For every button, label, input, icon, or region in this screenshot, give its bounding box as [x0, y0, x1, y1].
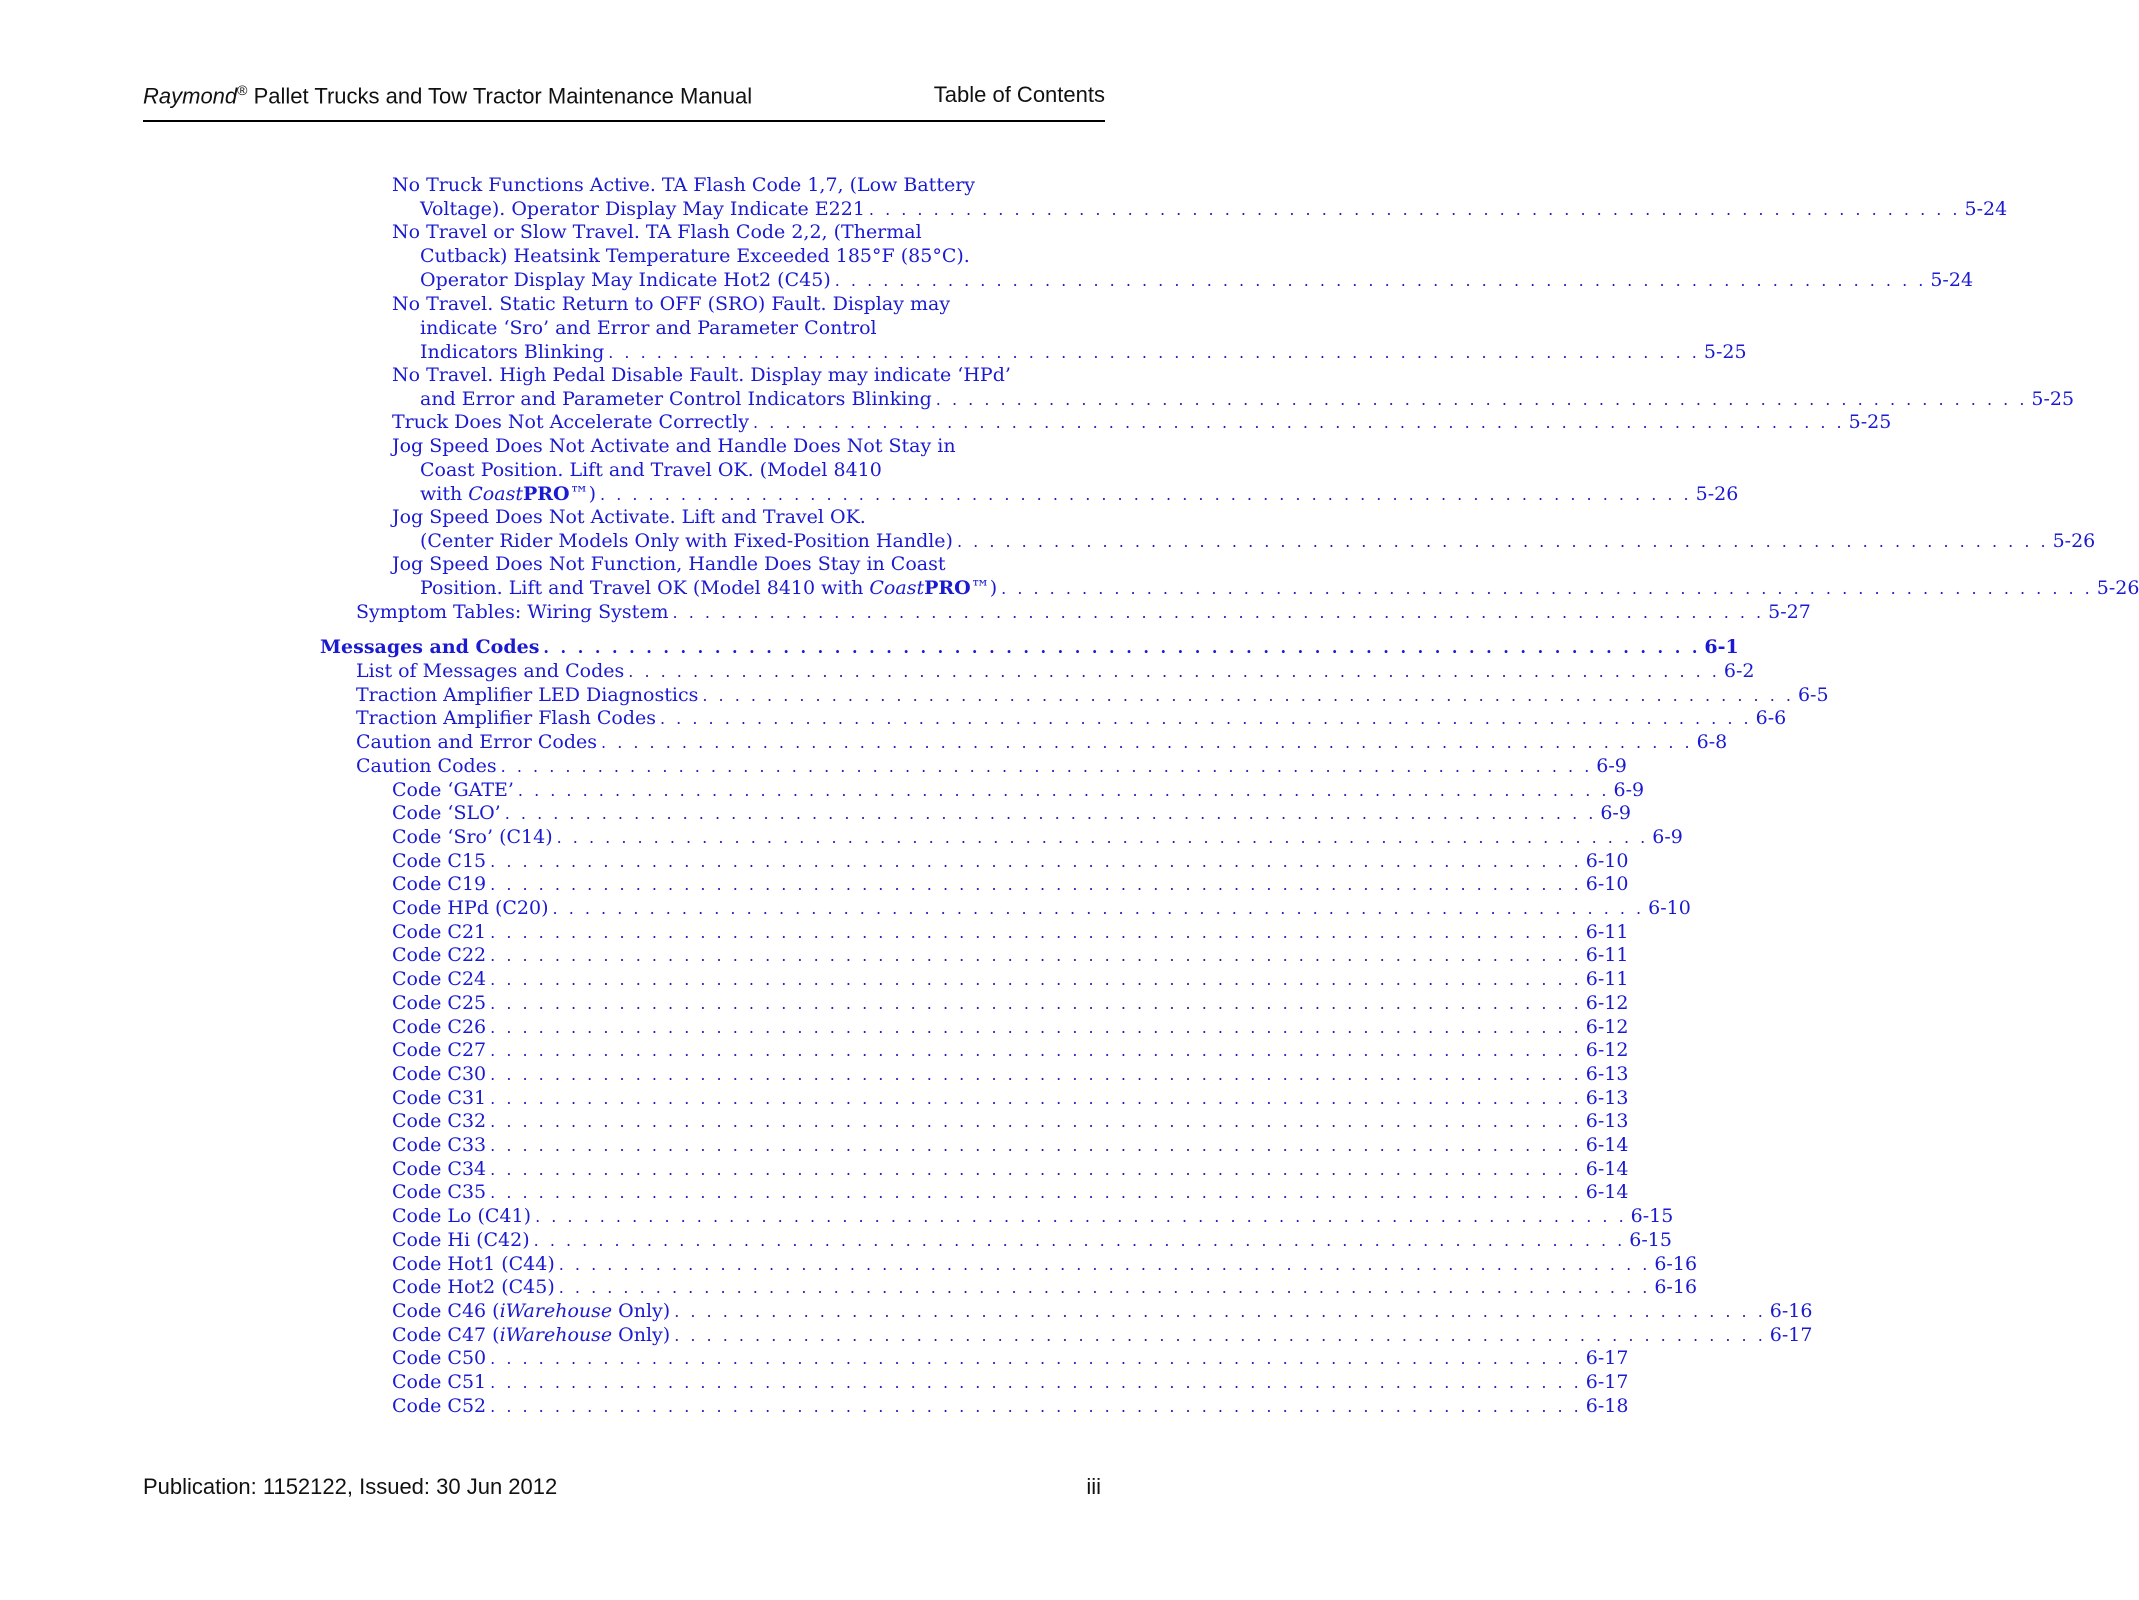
manual-title-text: Pallet Trucks and Tow Tractor Maintenance Manual — [247, 83, 753, 109]
dot-leader: . . . . . . . . . . . . . . . . . . . . . . . . . . . . . . . . . . . . . . . . . . . . . . . . . . . . . . . . . . . . . . . . . . . . — [500, 756, 1593, 776]
dot-leader: . . . . . . . . . . . . . . . . . . . . . . . . . . . . . . . . . . . . . . . . . . . . . . . . . . . . . . . . . . . . . . . . . . . . — [490, 922, 1582, 942]
toc-entry-text: Code C25 — [392, 991, 487, 1014]
toc-entry-text: Code C50 — [392, 1347, 487, 1370]
toc-entry[interactable] — [392, 967, 1629, 992]
toc-entry[interactable] — [392, 991, 1629, 1016]
toc-entry-text: (Center Rider Models Only with Fixed-Position Handle) — [420, 529, 953, 552]
toc-page-number: 6-18 — [1585, 1394, 1629, 1417]
toc-entry[interactable] — [392, 220, 1974, 293]
toc-entry-text: Code C19 — [392, 873, 487, 896]
toc-entry-text: Code ‘SLO’ — [392, 802, 501, 825]
toc-page-number: 5-24 — [1964, 198, 2008, 220]
toc-entry[interactable] — [392, 363, 2075, 412]
toc-entry-text: Code ‘GATE’ — [392, 778, 514, 801]
toc-page-number: 6-16 — [1654, 1276, 1698, 1299]
toc-entry-text: Code Lo (C41) — [392, 1205, 532, 1228]
toc-entry-text: with CoastPRO™) — [420, 482, 597, 505]
dot-leader: . . . . . . . . . . . . . . . . . . . . . . . . . . . . . . . . . . . . . . . . . . . . . . . . . . . . . . . . . . . . . . . . . . . . — [490, 993, 1582, 1013]
toc-entry-line: Cutback) Heatsink Temperature Exceeded 185°F (85°C). — [420, 245, 970, 268]
toc-page-number: 6-15 — [1629, 1228, 1672, 1251]
dot-leader: . . . . . . . . . . . . . . . . . . . . . . . . . . . . . . . . . . . . . . . . . . . . . . . . . . . . . . . . . . . . . . . . . . . . — [556, 827, 1649, 847]
dot-leader: . . . . . . . . . . . . . . . . . . . . . . . . . . . . . . . . . . . . . . . . . . . . . . . . . . . . . . . . . . . . . . . . . . . . — [490, 1112, 1582, 1132]
toc-entry[interactable] — [392, 1180, 1629, 1205]
publication-info: Publication: 1152122, Issued: 30 Jun 2012 — [143, 1474, 558, 1499]
toc-entry[interactable] — [392, 1323, 1813, 1348]
toc-page-number: 5-27 — [1768, 600, 1811, 623]
toc-entry[interactable] — [392, 1086, 1629, 1111]
toc-page-number: 6-10 — [1585, 873, 1629, 896]
toc-entry[interactable] — [392, 1109, 1629, 1134]
toc-entry-line: No Truck Functions Active. TA Flash Code 1,7, (Low Battery — [392, 174, 976, 196]
toc-entry-line: Coast Position. Lift and Travel OK. (Model 8410 — [420, 458, 882, 481]
page-number: iii — [1086, 1474, 1101, 1499]
toc-entry-text: Messages and Codes — [320, 636, 540, 659]
toc-entry-text: Caution and Error Codes — [356, 731, 598, 754]
dot-leader: . . . . . . . . . . . . . . . . . . . . . . . . . . . . . . . . . . . . . . . . . . . . . . . . . . . . . . . . . . . . . . . . . . . . — [628, 662, 1720, 681]
dot-leader: . . . . . . . . . . . . . . . . . . . . . . . . . . . . . . . . . . . . . . . . . . . . . . . . . . . . . . . . . . . . . . . . . . . . — [1001, 579, 2093, 599]
toc-entry-text: Code HPd (C20) — [392, 897, 549, 919]
toc-entry[interactable] — [356, 754, 1627, 779]
toc-entry-text: Code C26 — [392, 1015, 487, 1038]
toc-entry-text: Code C24 — [392, 968, 487, 991]
toc-page-number: 6-9 — [1613, 778, 1645, 801]
toc-entry-text: Code C32 — [392, 1110, 487, 1133]
toc-entry-text: Truck Does Not Accelerate Correctly — [392, 411, 750, 433]
dot-leader: . . . . . . . . . . . . . . . . . . . . . . . . . . . . . . . . . . . . . . . . . . . . . . . . . . . . . . . . . . . . . . . . . . . . — [660, 709, 1752, 729]
toc-page-number: 5-24 — [1930, 269, 1974, 292]
toc-entry[interactable] — [392, 1062, 1629, 1087]
toc-entry[interactable] — [392, 920, 1629, 945]
toc-page-number: 6-13 — [1585, 1086, 1629, 1109]
toc-page-number: 6-11 — [1585, 920, 1629, 943]
toc-entry-line: No Travel. Static Return to OFF (SRO) Fault. Display may — [392, 292, 951, 315]
dot-leader: . . . . . . . . . . . . . . . . . . . . . . . . . . . . . . . . . . . . . . . . . . . . . . . . . . . . . . . . . . . . . . . . . . . . — [552, 899, 1645, 918]
toc-entry[interactable] — [356, 730, 1728, 755]
toc-page-number: 6-11 — [1585, 968, 1629, 991]
toc-entry[interactable] — [392, 292, 1747, 365]
dot-leader: . . . . . . . . . . . . . . . . . . . . . . . . . . . . . . . . . . . . . . . . . . . . . . . . . . . . . . . . . . . . . . . . . . . . — [608, 342, 1700, 362]
dot-leader: . . . . . . . . . . . . . . . . . . . . . . . . . . . . . . . . . . . . . . . . . . . . . . . . . . . . . . . . . . . . . . . . . . . . — [956, 531, 2049, 551]
section-title: Table of Contents — [933, 82, 1105, 107]
toc-entry[interactable] — [392, 410, 1892, 435]
toc-page-number: 6-2 — [1723, 660, 1755, 682]
dot-leader: . . . . . . . . . . . . . . . . . . . . . . . . . . . . . . . . . . . . . . . . . . . . . . . . . . . . . . . . . . . . . . . . . . . . — [490, 1088, 1582, 1108]
dot-leader: . . . . . . . . . . . . . . . . . . . . . . . . . . . . . . . . . . . . . . . . . . . . . . . . . . . . . . . . . . . . . . . . . . . . — [490, 946, 1582, 966]
dot-leader: . . . . . . . . . . . . . . . . . . . . . . . . . . . . . . . . . . . . . . . . . . . . . . . . . . . . . . . . . . . . . . . . . . . . — [490, 1396, 1582, 1416]
toc-entry[interactable] — [392, 1157, 1629, 1182]
dot-leader: . . . . . . . . . . . . . . . . . . . . . . . . . . . . . . . . . . . . . . . . . . . . . . . . . . . . . . . . . . . . . . . . . . . . — [533, 1230, 1626, 1250]
toc-page-number: 6-13 — [1585, 1110, 1629, 1133]
toc-page-number: 6-8 — [1696, 731, 1728, 754]
toc-entry[interactable] — [392, 505, 2096, 554]
toc-entry[interactable] — [392, 896, 1691, 921]
toc-entry-text: Code C47 (iWarehouse Only) — [392, 1323, 671, 1346]
toc-page-number: 6-16 — [1769, 1299, 1813, 1322]
toc-page-number: 6-11 — [1585, 944, 1629, 967]
dot-leader: . . . . . . . . . . . . . . . . . . . . . . . . . . . . . . . . . . . . . . . . . . . . . . . . . . . . . . . . . . . . . . . . . . . . — [490, 1041, 1582, 1061]
toc-entry-text: Code Hot1 (C44) — [392, 1252, 555, 1275]
dot-leader: . . . . . . . . . . . . . . . . . . . . . . . . . . . . . . . . . . . . . . . . . . . . . . . . . . . . . . . . . . . . . . . . . . . . — [834, 271, 1927, 291]
toc-page-number: 6-14 — [1585, 1134, 1629, 1156]
toc-entry[interactable] — [392, 552, 2139, 601]
toc-entry[interactable] — [392, 1015, 1629, 1040]
dot-leader: . . . . . . . . . . . . . . . . . . . . . . . . . . . . . . . . . . . . . . . . . . . . . . . . . . . . . . . . . . . . . . . . . . . . — [601, 733, 1693, 753]
toc-page-number: 5-25 — [2031, 387, 2075, 410]
toc-entry[interactable] — [356, 659, 1755, 684]
toc-entry-text: Code C22 — [392, 944, 487, 967]
toc-entry-text: Traction Amplifier LED Diagnostics — [356, 683, 699, 706]
dot-leader: . . . . . . . . . . . . . . . . . . . . . . . . . . . . . . . . . . . . . . . . . . . . . . . . . . . . . . . . . . . . . . . . . . . . — [543, 638, 1701, 658]
toc-entry-text: Position. Lift and Travel OK (Model 8410 with CoastPRO™) — [420, 577, 998, 600]
toc-page-number: 6-9 — [1652, 825, 1683, 848]
dot-leader: . . . . . . . . . . . . . . . . . . . . . . . . . . . . . . . . . . . . . . . . . . . . . . . . . . . . . . . . . . . . . . . . . . . . — [674, 1301, 1766, 1321]
toc-entry-text: and Error and Parameter Control Indicators Blinking — [420, 387, 932, 410]
dot-leader: . . . . . . . . . . . . . . . . . . . . . . . . . . . . . . . . . . . . . . . . . . . . . . . . . . . . . . . . . . . . . . . . . . . . — [935, 389, 2028, 409]
toc-entry[interactable] — [392, 173, 2008, 222]
toc-page-number: 5-25 — [1848, 411, 1892, 433]
toc-entry-text: Operator Display May Indicate Hot2 (C45) — [420, 269, 831, 292]
toc-entry[interactable] — [356, 600, 1811, 625]
toc-page-number: 6-15 — [1630, 1205, 1674, 1228]
toc-entry[interactable] — [392, 1038, 1629, 1063]
toc-page-number: 6-14 — [1585, 1181, 1629, 1204]
toc-entry[interactable] — [392, 1204, 1674, 1229]
toc-entry[interactable] — [392, 943, 1629, 968]
dot-leader: . . . . . . . . . . . . . . . . . . . . . . . . . . . . . . . . . . . . . . . . . . . . . . . . . . . . . . . . . . . . . . . . . . . . — [504, 804, 1597, 824]
dot-leader: . . . . . . . . . . . . . . . . . . . . . . . . . . . . . . . . . . . . . . . . . . . . . . . . . . . . . . . . . . . . . . . . . . . . — [558, 1254, 1651, 1274]
dot-leader: . . . . . . . . . . . . . . . . . . . . . . . . . . . . . . . . . . . . . . . . . . . . . . . . . . . . . . . . . . . . . . . . . . . . — [517, 780, 1610, 800]
toc-entry[interactable] — [392, 825, 1683, 850]
toc-entry-text: Code C35 — [392, 1181, 487, 1204]
dot-leader: . . . . . . . . . . . . . . . . . . . . . . . . . . . . . . . . . . . . . . . . . . . . . . . . . . . . . . . . . . . . . . . . . . . . — [490, 1136, 1582, 1155]
dot-leader: . . . . . . . . . . . . . . . . . . . . . . . . . . . . . . . . . . . . . . . . . . . . . . . . . . . . . . . . . . . . . . . . . . . . — [490, 1349, 1582, 1369]
dot-leader: . . . . . . . . . . . . . . . . . . . . . . . . . . . . . . . . . . . . . . . . . . . . . . . . . . . . . . . . . . . . . . . . . . . . — [558, 1278, 1651, 1298]
toc-entry-text: Code C30 — [392, 1062, 487, 1085]
toc-page-number: 6-12 — [1585, 1015, 1629, 1038]
toc-chapter-entry[interactable] — [320, 635, 1739, 660]
page-header — [143, 80, 1105, 122]
toc-entry-text: Voltage). Operator Display May Indicate E221 — [420, 198, 865, 220]
toc-page-number: 6-17 — [1585, 1347, 1629, 1370]
toc-page-number: 6-12 — [1585, 991, 1629, 1014]
dot-leader: . . . . . . . . . . . . . . . . . . . . . . . . . . . . . . . . . . . . . . . . . . . . . . . . . . . . . . . . . . . . . . . . . . . . — [490, 1183, 1582, 1203]
toc-entry[interactable] — [392, 849, 1629, 874]
registered-mark: ® — [237, 82, 248, 98]
toc-entry-text: List of Messages and Codes — [356, 660, 625, 682]
toc-entry[interactable] — [392, 1275, 1698, 1300]
toc-page-number: 6-13 — [1585, 1062, 1629, 1085]
toc-page-number: 6-12 — [1585, 1039, 1629, 1062]
toc-entry-text: Code C52 — [392, 1394, 487, 1417]
toc-entry[interactable] — [392, 1394, 1629, 1419]
toc-entry-line: indicate ‘Sro’ and Error and Parameter Control — [420, 316, 877, 339]
toc-entry-line: Jog Speed Does Not Activate and Handle Does Not Stay in — [392, 434, 956, 457]
toc-entry[interactable] — [392, 1228, 1672, 1253]
toc-entry[interactable] — [392, 872, 1629, 897]
toc-page-number: 6-17 — [1585, 1371, 1629, 1393]
dot-leader: . . . . . . . . . . . . . . . . . . . . . . . . . . . . . . . . . . . . . . . . . . . . . . . . . . . . . . . . . . . . . . . . . . . . — [490, 1373, 1582, 1392]
toc-entry-text: Code C31 — [392, 1086, 487, 1109]
toc-entry-text: Code C21 — [392, 920, 487, 943]
toc-entry[interactable] — [392, 1252, 1698, 1277]
toc-entry[interactable] — [392, 1346, 1629, 1371]
toc-entry[interactable] — [392, 1299, 1813, 1324]
toc-entry-line: No Travel or Slow Travel. TA Flash Code 2,2, (Thermal — [392, 221, 922, 244]
toc-entry-text: Code C15 — [392, 849, 487, 872]
toc-page-number: 6-9 — [1596, 754, 1627, 777]
dot-leader: . . . . . . . . . . . . . . . . . . . . . . . . . . . . . . . . . . . . . . . . . . . . . . . . . . . . . . . . . . . . . . . . . . . . — [490, 970, 1582, 990]
toc-page-number: 5-26 — [2096, 577, 2139, 600]
toc-entry-text: Indicators Blinking — [420, 340, 605, 363]
toc-entry-line: Jog Speed Does Not Activate. Lift and Travel OK. — [392, 505, 866, 528]
toc-entry-text: Symptom Tables: Wiring System — [356, 600, 669, 623]
toc-entry-text: Code C46 (iWarehouse Only) — [392, 1299, 671, 1322]
toc-entry[interactable] — [356, 706, 1787, 731]
dot-leader: . . . . . . . . . . . . . . . . . . . . . . . . . . . . . . . . . . . . . . . . . . . . . . . . . . . . . . . . . . . . . . . . . . . . — [490, 1064, 1582, 1084]
dot-leader: . . . . . . . . . . . . . . . . . . . . . . . . . . . . . . . . . . . . . . . . . . . . . . . . . . . . . . . . . . . . . . . . . . . . — [753, 413, 1845, 432]
dot-leader: . . . . . . . . . . . . . . . . . . . . . . . . . . . . . . . . . . . . . . . . . . . . . . . . . . . . . . . . . . . . . . . . . . . . — [490, 1159, 1582, 1179]
toc-entry[interactable] — [392, 1370, 1629, 1395]
toc-entry[interactable] — [392, 434, 1739, 507]
dot-leader: . . . . . . . . . . . . . . . . . . . . . . . . . . . . . . . . . . . . . . . . . . . . . . . . . . . . . . . . . . . . . . . . . . . . — [490, 851, 1582, 871]
toc-entry[interactable] — [392, 1133, 1629, 1158]
dot-leader: . . . . . . . . . . . . . . . . . . . . . . . . . . . . . . . . . . . . . . . . . . . . . . . . . . . . . . . . . . . . . . . . . . . . — [490, 875, 1582, 895]
dot-leader: . . . . . . . . . . . . . . . . . . . . . . . . . . . . . . . . . . . . . . . . . . . . . . . . . . . . . . . . . . . . . . . . . . . . — [600, 484, 1692, 504]
toc-entry-text: Code C27 — [392, 1039, 487, 1062]
toc-page-number: 6-10 — [1648, 897, 1691, 919]
toc-entry-text: Caution Codes — [356, 754, 497, 777]
toc-page-number: 6-17 — [1769, 1323, 1813, 1346]
toc-page-number: 6-9 — [1600, 802, 1631, 825]
dot-leader: . . . . . . . . . . . . . . . . . . . . . . . . . . . . . . . . . . . . . . . . . . . . . . . . . . . . . . . . . . . . . . . . . . . . — [702, 685, 1794, 705]
toc-entry-text: Traction Amplifier Flash Codes — [356, 707, 656, 730]
toc-page-number: 6-14 — [1585, 1157, 1629, 1180]
toc-entry-text: Code C51 — [392, 1371, 487, 1393]
dot-leader: . . . . . . . . . . . . . . . . . . . . . . . . . . . . . . . . . . . . . . . . . . . . . . . . . . . . . . . . . . . . . . . . . . . . — [490, 1017, 1582, 1037]
toc-page-number: 6-1 — [1704, 636, 1739, 659]
toc-entry-text: Code C34 — [392, 1157, 487, 1180]
manual-title — [143, 82, 752, 109]
toc-entry-line: Jog Speed Does Not Function, Handle Does Stay in Coast — [392, 553, 946, 576]
toc-entry[interactable] — [392, 778, 1645, 803]
toc-entry-text: Code C33 — [392, 1134, 487, 1156]
dot-leader: . . . . . . . . . . . . . . . . . . . . . . . . . . . . . . . . . . . . . . . . . . . . . . . . . . . . . . . . . . . . . . . . . . . . — [672, 602, 1765, 622]
toc-entry-text: Code Hot2 (C45) — [392, 1276, 555, 1299]
toc-page-number: 6-10 — [1585, 849, 1629, 872]
toc-page-number: 5-26 — [2052, 529, 2096, 552]
toc-page-number: 6-5 — [1797, 683, 1829, 706]
toc-entry-line: No Travel. High Pedal Disable Fault. Display may indicate ‘HPd’ — [392, 363, 1011, 386]
toc-page-number: 6-6 — [1755, 707, 1787, 730]
toc-page-number: 6-16 — [1654, 1252, 1698, 1275]
dot-leader: . . . . . . . . . . . . . . . . . . . . . . . . . . . . . . . . . . . . . . . . . . . . . . . . . . . . . . . . . . . . . . . . . . . . — [868, 200, 1961, 219]
toc-entry[interactable] — [356, 683, 1829, 708]
dot-leader: . . . . . . . . . . . . . . . . . . . . . . . . . . . . . . . . . . . . . . . . . . . . . . . . . . . . . . . . . . . . . . . . . . . . — [674, 1325, 1766, 1345]
brand-name: Raymond — [143, 83, 238, 109]
toc-entry-text: Code ‘Sro’ (C14) — [392, 825, 553, 848]
toc-page-number: 5-26 — [1695, 482, 1739, 505]
toc-entry-text: Code Hi (C42) — [392, 1228, 530, 1251]
dot-leader: . . . . . . . . . . . . . . . . . . . . . . . . . . . . . . . . . . . . . . . . . . . . . . . . . . . . . . . . . . . . . . . . . . . . — [535, 1207, 1627, 1227]
toc-page-number: 5-25 — [1703, 340, 1747, 363]
toc-entry[interactable] — [392, 801, 1631, 826]
